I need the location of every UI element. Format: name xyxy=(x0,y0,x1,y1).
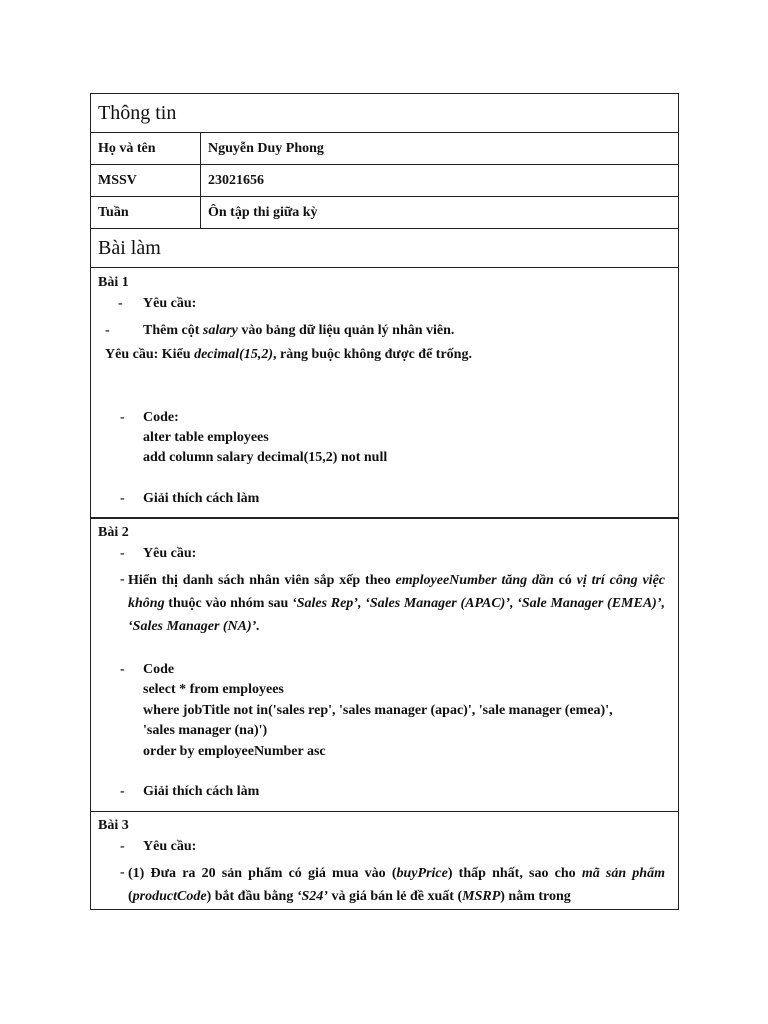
work-heading: Bài làm xyxy=(98,236,161,259)
document xyxy=(90,93,679,910)
info-row-mssv xyxy=(90,164,679,196)
exercise-2-code-label: Code xyxy=(143,662,175,677)
exercise-3-title: Bài 3 xyxy=(98,818,129,833)
info-label-name: Họ và tên xyxy=(91,133,201,164)
exercise-3-req-label: Yêu cầu: xyxy=(143,839,197,854)
exercise-1-code-line: add column salary decimal(15,2) not null xyxy=(143,450,388,465)
exercise-1-cell xyxy=(90,267,679,517)
work-heading-cell xyxy=(90,228,679,267)
exercise-2-requirement: Hiển thị danh sách nhân viên sắp xếp theo employeeNumber tăng dần có vị trí công việc không thuộc vào nhóm sau ‘Sales Rep’, ‘Sales Manager (APAC)’, ‘Sale Manager (EMEA)’, ‘Sales Manager (NA)’. xyxy=(128,573,665,634)
info-heading-cell xyxy=(90,93,679,132)
exercise-1-explain-label: Giải thích cách làm xyxy=(143,491,260,506)
bullet: - xyxy=(118,296,123,311)
info-value-week: Ôn tập thi giữa kỳ xyxy=(208,204,318,220)
info-label-week: Tuần xyxy=(91,197,201,228)
bullet: - xyxy=(120,784,125,799)
info-label-mssv: MSSV xyxy=(91,165,201,196)
bullet: - xyxy=(120,865,125,880)
exercise-1-req-line-2: Yêu cầu: Kiểu decimal(15,2), ràng buộc không được để trống. xyxy=(105,347,472,362)
exercise-2-code-line: 'sales manager (na)') xyxy=(143,723,268,738)
exercise-1-req-line-1: Thêm cột salary vào bảng dữ liệu quản lý nhân viên. xyxy=(143,323,455,338)
exercise-3-cell xyxy=(90,811,679,910)
exercise-1-code-label: Code: xyxy=(143,410,179,425)
bullet: - xyxy=(120,572,125,587)
exercise-2-code-line: where jobTitle not in('sales rep', 'sales manager (apac)', 'sale manager (emea)', xyxy=(143,703,613,718)
bullet: - xyxy=(120,410,125,425)
exercise-1-req-label: Yêu cầu: xyxy=(143,296,197,311)
bullet: - xyxy=(120,839,125,854)
exercise-2-code-line: order by employeeNumber asc xyxy=(143,744,326,759)
exercise-3-requirement: (1) Đưa ra 20 sản phẩm có giá mua vào (buyPrice) thấp nhất, sao cho mã sản phẩm (productCode) bắt đầu bằng ‘S24’ và giá bán lẻ đề xuất (MSRP) nằm trong xyxy=(128,866,665,904)
exercise-2-title: Bài 2 xyxy=(98,525,129,540)
bullet: - xyxy=(120,546,125,561)
info-row-name xyxy=(90,132,679,164)
exercise-1-title: Bài 1 xyxy=(98,275,129,290)
info-row-week xyxy=(90,196,679,228)
bullet: - xyxy=(120,662,125,677)
exercise-2-req-label: Yêu cầu: xyxy=(143,546,197,561)
bullet: - xyxy=(105,323,110,338)
exercise-2-code-line: select * from employees xyxy=(143,682,284,697)
bullet: - xyxy=(120,491,125,506)
info-value-name: Nguyễn Duy Phong xyxy=(208,140,324,156)
exercise-2-cell xyxy=(90,517,679,811)
info-value-mssv: 23021656 xyxy=(208,172,264,188)
exercise-1-code-line: alter table employees xyxy=(143,430,269,445)
exercise-2-explain-label: Giải thích cách làm xyxy=(143,784,260,799)
info-heading: Thông tin xyxy=(98,101,177,124)
